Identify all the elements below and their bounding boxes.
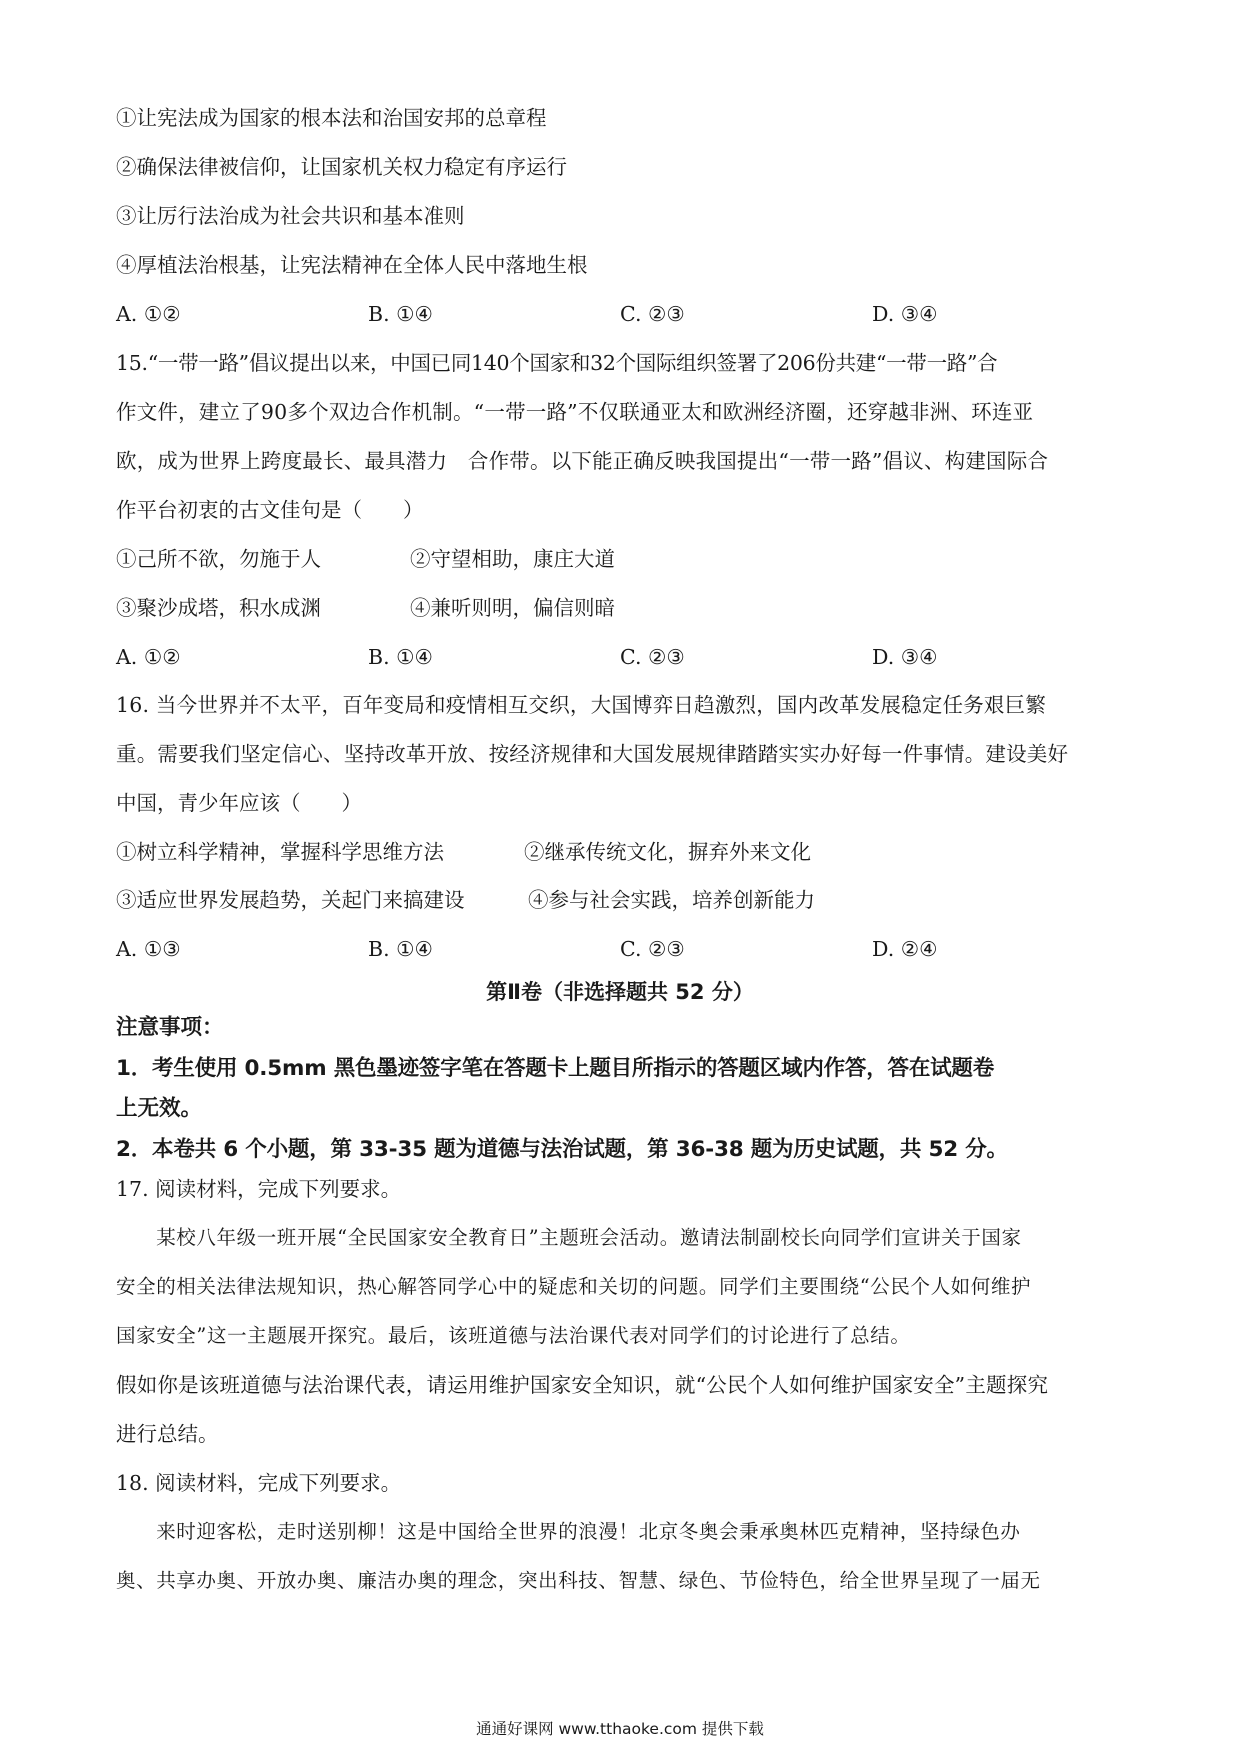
q14-option-c: C. ②③ (620, 302, 685, 326)
q16-stem-line-1: 16. 当今世界并不太平，百年变局和疫情相互交织，大国博弈日趋激烈，国内改革发展稳定任务艰巨繁 (116, 693, 1047, 717)
notice-title: 注意事项： (116, 1015, 224, 1040)
q14-option-a: A. ①② (116, 302, 181, 326)
q15-item-4: ④兼听则明，偏信则暗 (410, 596, 615, 620)
q16-stem-line-2: 重。需要我们坚定信心、坚持改革开放、按经济规律和大国发展规律踏踏实实办好每一件事情。建设美好 (116, 742, 1069, 766)
notice-item-1-line-1: 1．考生使用 0.5mm 黑色墨迹签字笔在答题卡上题目所指示的答题区域内作答，答在试题卷 (116, 1056, 995, 1081)
q15-option-c: C. ②③ (620, 645, 685, 669)
q14-item-4: ④厚植法治根基，让宪法精神在全体人民中落地生根 (116, 253, 588, 277)
q14-option-b: B. ①④ (368, 302, 433, 326)
q18-title: 18. 阅读材料，完成下列要求。 (116, 1471, 402, 1495)
q15-stem-line-2: 作文件，建立了90多个双边合作机制。“一带一路”不仅联通亚太和欧洲经济圈，还穿越非洲、环连亚 (116, 400, 1034, 424)
q15-item-1: ①己所不欲，勿施于人 (116, 547, 321, 571)
q15-option-d: D. ③④ (872, 645, 938, 669)
q15-option-b: B. ①④ (368, 645, 433, 669)
q16-option-c: C. ②③ (620, 937, 685, 961)
q17-material-line-2: 安全的相关法律法规知识，热心解答同学心中的疑虑和关切的问题。同学们主要围绕“公民个人如何维护 (116, 1275, 1032, 1298)
notice-item-2: 2．本卷共 6 个小题，第 33-35 题为道德与法治试题，第 36-38 题为历史试题，共 52 分。 (116, 1137, 1008, 1162)
q16-option-a: A. ①③ (116, 937, 181, 961)
q17-material-line-1: 某校八年级一班开展“全民国家安全教育日”主题班会活动。邀请法制副校长向同学们宣讲关于国家 (116, 1226, 1022, 1249)
q16-item-3: ③适应世界发展趋势，关起门来搞建设 (116, 888, 465, 912)
q15-item-2: ②守望相助，康庄大道 (410, 547, 615, 571)
q17-title: 17. 阅读材料，完成下列要求。 (116, 1177, 402, 1201)
q15-stem-line-1: 15.“一带一路”倡议提出以来，中国已同140个国家和32个国际组织签署了206份共建“一带一路”合 (116, 351, 998, 375)
q16-option-d: D. ②④ (872, 937, 938, 961)
q15-stem-line-3: 欧，成为世界上跨度最长、最具潜力 合作带。以下能正确反映我国提出“一带一路”倡议、构建国际合 (116, 449, 1049, 473)
q18-material-line-1: 来时迎客松，走时送别柳！这是中国给全世界的浪漫！北京冬奥会秉承奥林匹克精神，坚持绿色办 (116, 1520, 1021, 1543)
section-2-title: 第Ⅱ卷（非选择题共 52 分） (486, 980, 754, 1004)
page-footer: 通通好课网 www.tthaoke.com 提供下载 (476, 1720, 764, 1738)
q14-item-3: ③让厉行法治成为社会共识和基本准则 (116, 204, 465, 228)
q14-item-2: ②确保法律被信仰，让国家机关权力稳定有序运行 (116, 155, 567, 179)
q17-task-line-1: 假如你是该班道德与法治课代表，请运用维护国家安全知识，就“公民个人如何维护国家安全”主题探究 (116, 1373, 1049, 1397)
q17-task-line-2: 进行总结。 (116, 1422, 219, 1446)
q15-item-3: ③聚沙成塔，积水成渊 (116, 596, 321, 620)
q18-material-line-2: 奥、共享办奥、开放办奥、廉洁办奥的理念，突出科技、智慧、绿色、节俭特色，给全世界呈现了一届无 (116, 1569, 1041, 1592)
notice-item-1-line-2: 上无效。 (116, 1096, 203, 1121)
q16-option-b: B. ①④ (368, 937, 433, 961)
q16-item-4: ④参与社会实践，培养创新能力 (528, 888, 815, 912)
q16-stem-line-3: 中国，青少年应该（ ） (116, 791, 362, 815)
q15-option-a: A. ①② (116, 645, 181, 669)
q16-item-2: ②继承传统文化，摒弃外来文化 (524, 840, 811, 864)
q14-option-d: D. ③④ (872, 302, 938, 326)
q17-material-line-3: 国家安全”这一主题展开探究。最后，该班道德与法治课代表对同学们的讨论进行了总结。 (116, 1324, 911, 1347)
q15-stem-line-4: 作平台初衷的古文佳句是（ ） (116, 498, 424, 522)
q14-item-1: ①让宪法成为国家的根本法和治国安邦的总章程 (116, 106, 547, 130)
q16-item-1: ①树立科学精神，掌握科学思维方法 (116, 840, 444, 864)
